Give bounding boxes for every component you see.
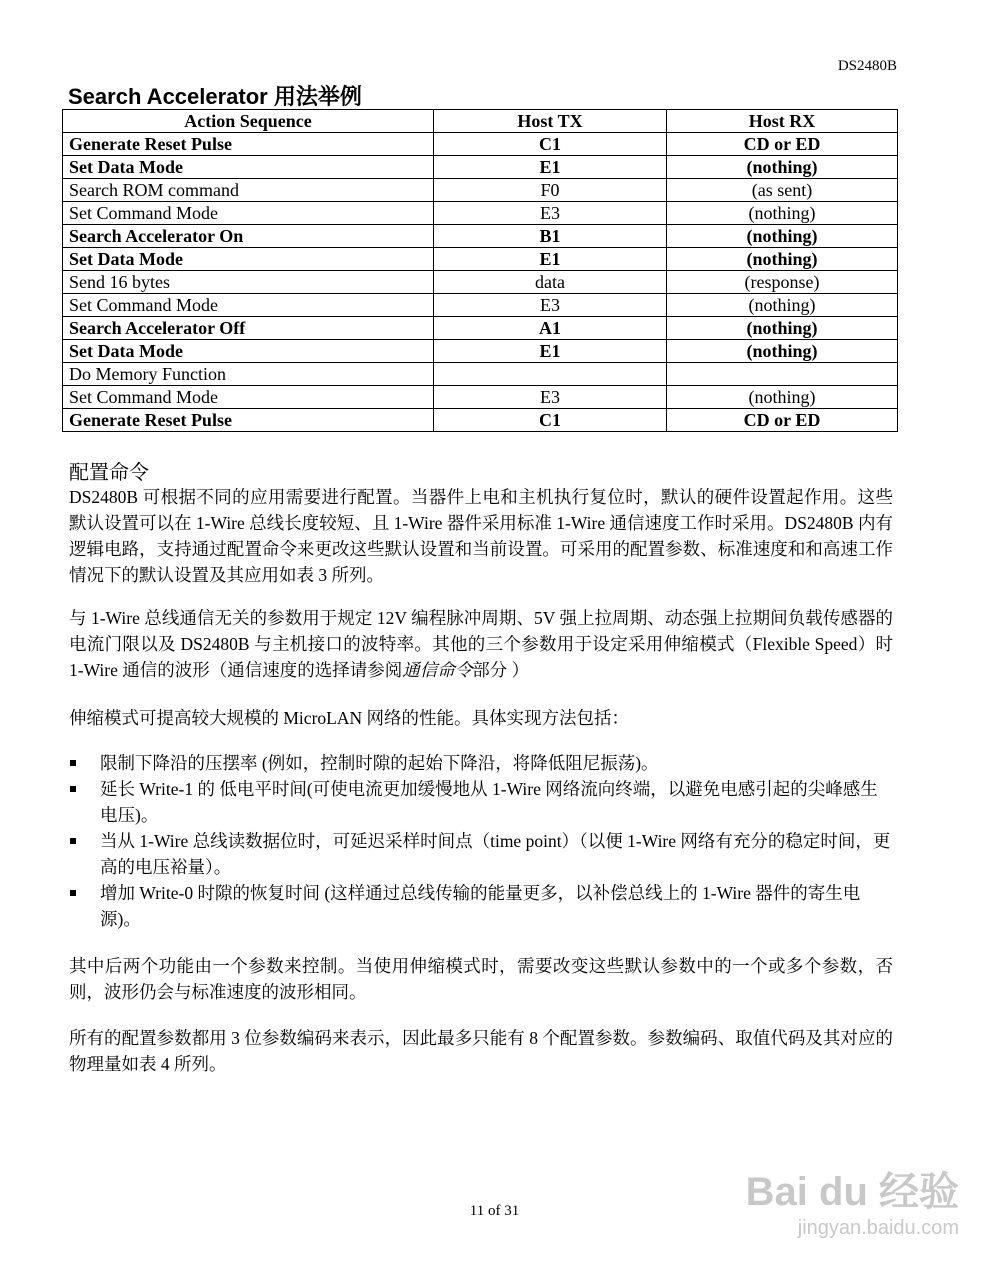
action-cell: Set Data Mode: [63, 156, 434, 179]
host-tx-cell: E1: [434, 340, 667, 363]
column-header: Action Sequence: [63, 110, 434, 133]
bullet-icon: [70, 786, 76, 792]
host-rx-cell: CD or ED: [667, 409, 898, 432]
page-number: 11 of 31: [469, 1203, 520, 1219]
host-rx-cell: (nothing): [667, 386, 898, 409]
bullet-icon: [70, 760, 76, 766]
table-row: [63, 317, 898, 340]
host-rx-cell: (response): [667, 271, 898, 294]
table-row: [63, 271, 898, 294]
action-cell: Generate Reset Pulse: [63, 409, 434, 432]
host-tx-cell: C1: [434, 133, 667, 156]
host-tx-cell: [434, 363, 667, 386]
paragraph: 其中后两个功能由一个参数来控制。当使用伸缩模式时，需要改变这些默认参数中的一个或多个参数，否则，波形仍会与标准速度的波形相同。: [69, 956, 893, 1002]
host-tx-cell: A1: [434, 317, 667, 340]
host-rx-cell: (as sent): [667, 179, 898, 202]
host-rx-cell: CD or ED: [667, 133, 898, 156]
host-tx-cell: E1: [434, 156, 667, 179]
config-heading: 配置命令: [69, 462, 149, 484]
host-rx-cell: (nothing): [667, 294, 898, 317]
action-cell: Send 16 bytes: [63, 271, 434, 294]
list-item: [69, 776, 893, 828]
bullet-icon: [70, 838, 76, 844]
paragraph: 伸缩模式可提高较大规模的 MicroLAN 网络的性能。具体实现方法包括：: [69, 708, 629, 728]
paragraph: DS2480B 可根据不同的应用需要进行配置。当器件上电和主机执行复位时，默认的硬件设置起作用。这些默认设置可以在 1-Wire 总线长度较短、且 1-Wire 器件采用标准 1-Wire 通信速度工作时采用。DS2480B 内有逻辑电路，支持通过配置命令来更改这些默认设置和当前设置。可采用的配置参数、标准速度和和高速工作情况下的默认设置及其应用如表 3 所列。: [69, 487, 893, 585]
action-cell: Do Memory Function: [63, 363, 434, 386]
action-cell: Set Command Mode: [63, 386, 434, 409]
host-rx-cell: (nothing): [667, 156, 898, 179]
watermark-logo: Bai du 经验: [745, 1170, 959, 1214]
action-cell: Search ROM command: [63, 179, 434, 202]
table-row: [63, 179, 898, 202]
action-cell: Set Command Mode: [63, 202, 434, 225]
baidu-watermark: [746, 1160, 959, 1240]
action-cell: Set Data Mode: [63, 248, 434, 271]
host-tx-cell: F0: [434, 179, 667, 202]
table-row: [63, 202, 898, 225]
host-rx-cell: [667, 363, 898, 386]
action-cell: Set Command Mode: [63, 294, 434, 317]
table-row: [63, 409, 898, 432]
list-item: [69, 750, 893, 776]
table-row: [63, 225, 898, 248]
watermark-url: jingyan.baidu.com: [797, 1217, 959, 1239]
host-tx-cell: E3: [434, 386, 667, 409]
list-item-text: 增加 Write-0 时隙的恢复时间 (这样通过总线传输的能量更多，以补偿总线上的 1-Wire 器件的寄生电源)。: [100, 883, 861, 929]
paragraph: 所有的配置参数都用 3 位参数编码来表示，因此最多只能有 8 个配置参数。参数编码、取值代码及其对应的物理量如表 4 所列。: [69, 1028, 893, 1074]
host-tx-cell: E3: [434, 294, 667, 317]
cross-reference-link[interactable]: 通信命令: [402, 660, 473, 680]
action-cell: Search Accelerator Off: [63, 317, 434, 340]
search-accelerator-table: [62, 109, 898, 432]
section-title: Search Accelerator 用法举例: [68, 84, 362, 109]
host-tx-cell: data: [434, 271, 667, 294]
paragraph-text: 与 1-Wire 总线通信无关的参数用于规定 12V 编程脉冲周期、5V 强上拉周期、动态强上拉期间负载传感器的电流门限以及 DS2480B 与主机接口的波特率。其他的三个参数用于设定采用伸缩模式（Flexible Speed）时 1-Wire 通信的波形（通信速度的选择请参阅: [69, 608, 893, 680]
list-item: [69, 828, 893, 880]
list-item: [69, 880, 893, 932]
host-tx-cell: B1: [434, 225, 667, 248]
host-tx-cell: E3: [434, 202, 667, 225]
column-header: Host TX: [434, 110, 667, 133]
feature-list: [69, 750, 893, 932]
host-rx-cell: (nothing): [667, 225, 898, 248]
host-rx-cell: (nothing): [667, 340, 898, 363]
paragraph: [69, 605, 893, 683]
host-tx-cell: C1: [434, 409, 667, 432]
action-cell: Set Data Mode: [63, 340, 434, 363]
host-rx-cell: (nothing): [667, 248, 898, 271]
table-row: [63, 363, 898, 386]
table-row: [63, 386, 898, 409]
table-row: [63, 156, 898, 179]
host-rx-cell: (nothing): [667, 202, 898, 225]
table-row: [63, 248, 898, 271]
table-row: [63, 133, 898, 156]
action-cell: Generate Reset Pulse: [63, 133, 434, 156]
list-item-text: 延长 Write-1 的 低电平时间(可使电流更加缓慢地从 1-Wire 网络流向终端，以避免电感引起的尖峰感生电压)。: [100, 779, 878, 825]
list-item-text: 限制下降沿的压摆率 (例如，控制时隙的起始下降沿，将降低阻尼振荡)。: [100, 753, 659, 773]
action-cell: Search Accelerator On: [63, 225, 434, 248]
paragraph-text: 部分 ）: [472, 660, 530, 680]
host-rx-cell: (nothing): [667, 317, 898, 340]
table-row: [63, 340, 898, 363]
table-row: [63, 294, 898, 317]
host-tx-cell: E1: [434, 248, 667, 271]
table-header-row: [63, 110, 898, 133]
column-header: Host RX: [667, 110, 898, 133]
bullet-icon: [70, 890, 76, 896]
list-item-text: 当从 1-Wire 总线读数据位时，可延迟采样时间点（time point）（以便 1-Wire 网络有充分的稳定时间，更高的电压裕量）。: [100, 831, 891, 877]
document-id: DS2480B: [837, 58, 897, 74]
